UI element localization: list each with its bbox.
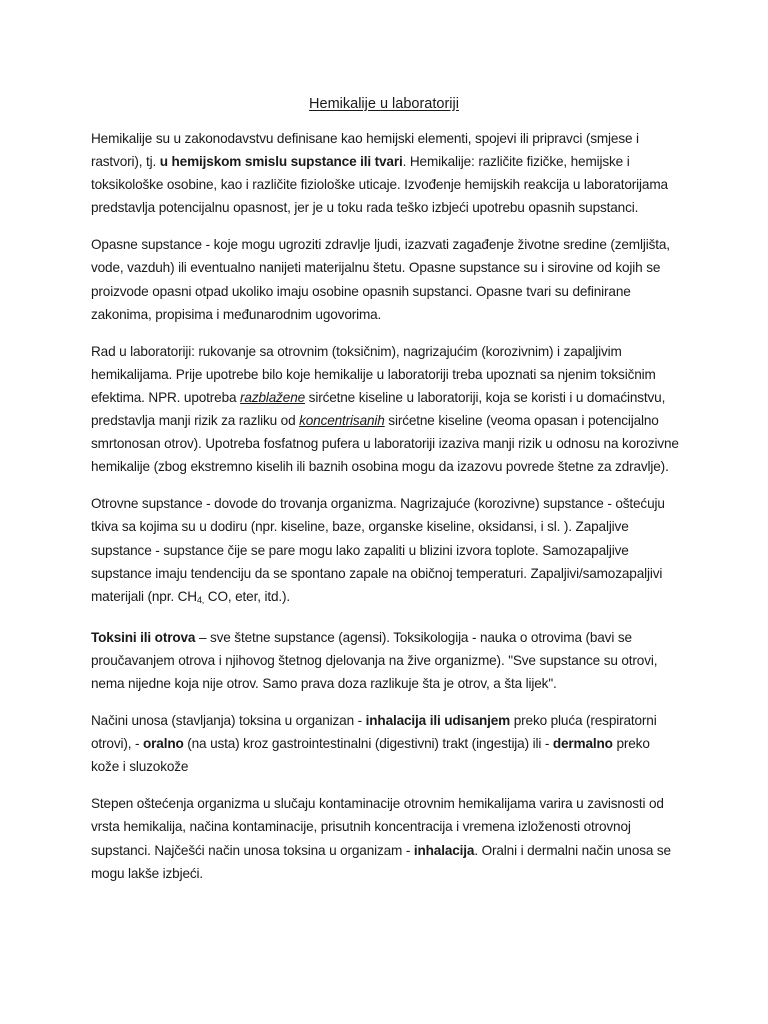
paragraph-substance-types xyxy=(91,492,681,611)
paragraph-text: sirćetne kiseline (veoma opasan i potencijalno smrtonosan otrov). Upotreba fosfatnog pufera u laboratoriji izaziva manji rizik u odnosu na korozivne hemikalije (zbog ekstremno kiselih ili baznih osobina mogu da izazovu povrede štetne za zdravlje). xyxy=(91,413,679,475)
paragraph-toxins xyxy=(91,626,681,695)
paragraph-text: . Oralni i dermalni način unosa se mogu lakše izbjeći. xyxy=(91,842,671,881)
paragraph-text: Stepen oštećenja organizma u slučaju kontaminacije otrovnim hemikalijama varira u zavisnosti od vrsta hemikalija, načina kontaminacije, prisutnih koncentracija i vremena izloženosti otrovnoj supstanci. Najčešći način unosa toksina u organizam - xyxy=(91,796,664,858)
document-body xyxy=(91,127,681,899)
paragraph-lab-work xyxy=(91,340,681,479)
bold-phrase: u hemijskom smislu supstance ili tvari xyxy=(159,154,403,170)
document-title: Hemikalije u laboratoriji xyxy=(309,96,459,112)
paragraph-text: Načini unosa (stavljanja) toksina u organizan - xyxy=(91,713,366,729)
subscript: 4, xyxy=(196,594,205,605)
paragraph-text: Rad u laboratoriji: rukovanje sa otrovnim (toksičnim), nagrizajućim (korozivnim) i zapaljivim hemikalijama. Prije upotrebe bilo koje hemikalije u laboratoriji treba upoznati sa njenim toksičnim efektima. NPR. upotreba xyxy=(91,343,656,405)
emphasis-concentrated: koncentrisanih xyxy=(299,413,385,429)
paragraph-text: preko pluća (respiratorni otrovi), - xyxy=(91,713,657,752)
bold-phrase: oralno xyxy=(142,736,184,752)
paragraph-text: Hemikalije su u zakonodavstvu definisane kao hemijski elementi, spojevi ili pripravci (smjese i rastvori), tj. xyxy=(91,131,639,170)
paragraph-text: Otrovne supstance - dovode do trovanja organizma. Nagrizajuće (korozivne) supstance - oštećuju tkiva sa kojima su u dodiru (npr. kiseline, baze, organske kiseline, oksidansi, i sl. ). Zapaljive supstance - supstance čije se pare mogu lako zapaliti u blizini izvora toplote. Samozapaljive supstance imaju tendenciju da se spontano zapale na običnoj temperaturi. Zapaljivi/samozapaljivi materijali (npr. CH xyxy=(91,496,665,604)
paragraph-text: sirćetne kiseline u laboratoriji, koja se koristi i u domaćinstvu, predstavlja manji rizik za razliku od xyxy=(91,389,666,429)
bold-phrase: Toksini ili otrova xyxy=(91,629,196,645)
paragraph-intake-routes xyxy=(91,709,681,778)
bold-phrase: inhalacija ili udisanjem xyxy=(365,713,511,729)
paragraph-text: – sve štetne supstance (agensi). Toksikologija - nauka o otrovima (bavi se proučavanjem otrova i njihovog štetnog djelovanja na žive organizme). "Sve supstance su otrovi, nema nijedne koja nije otrov. Samo prava doza razlikuje šta je otrov, a šta lijek". xyxy=(91,629,658,691)
paragraph-dangerous-substances: Opasne supstance - koje mogu ugroziti zdravlje ljudi, izazvati zagađenje životne sredine (zemljišta, vode, vazduh) ili eventualno nanijeti materijalnu štetu. Opasne supstance su i sirovine od kojih se proizvode opasni otpad ukoliko imaju osobine opasnih supstanci. Opasne tvari su definirane zakonima, propisima i međunarodnim ugovorima. xyxy=(91,237,670,322)
paragraph-text: CO, eter, itd.). xyxy=(204,588,290,604)
bold-phrase: inhalacija xyxy=(413,842,475,858)
paragraph-definition xyxy=(91,127,681,219)
paragraph-text: (na usta) kroz gastrointestinalni (digestivni) trakt (ingestija) ili - xyxy=(183,736,553,752)
paragraph-text: . Hemikalije: različite fizičke, hemijske i toksikološke osobine, kao i različite fiziološke uticaje. Izvođenje hemijskih reakcija u laboratorijama predstavlja potencijalnu opasnost, jer je u toku rada teško izbjeći upotrebu opasnih supstanci. xyxy=(91,154,668,216)
paragraph-text: preko kože i sluzokože xyxy=(91,736,650,775)
bold-phrase: dermalno xyxy=(552,736,613,752)
emphasis-diluted: razblažene xyxy=(240,389,306,405)
paragraph-damage-degree xyxy=(91,792,681,884)
